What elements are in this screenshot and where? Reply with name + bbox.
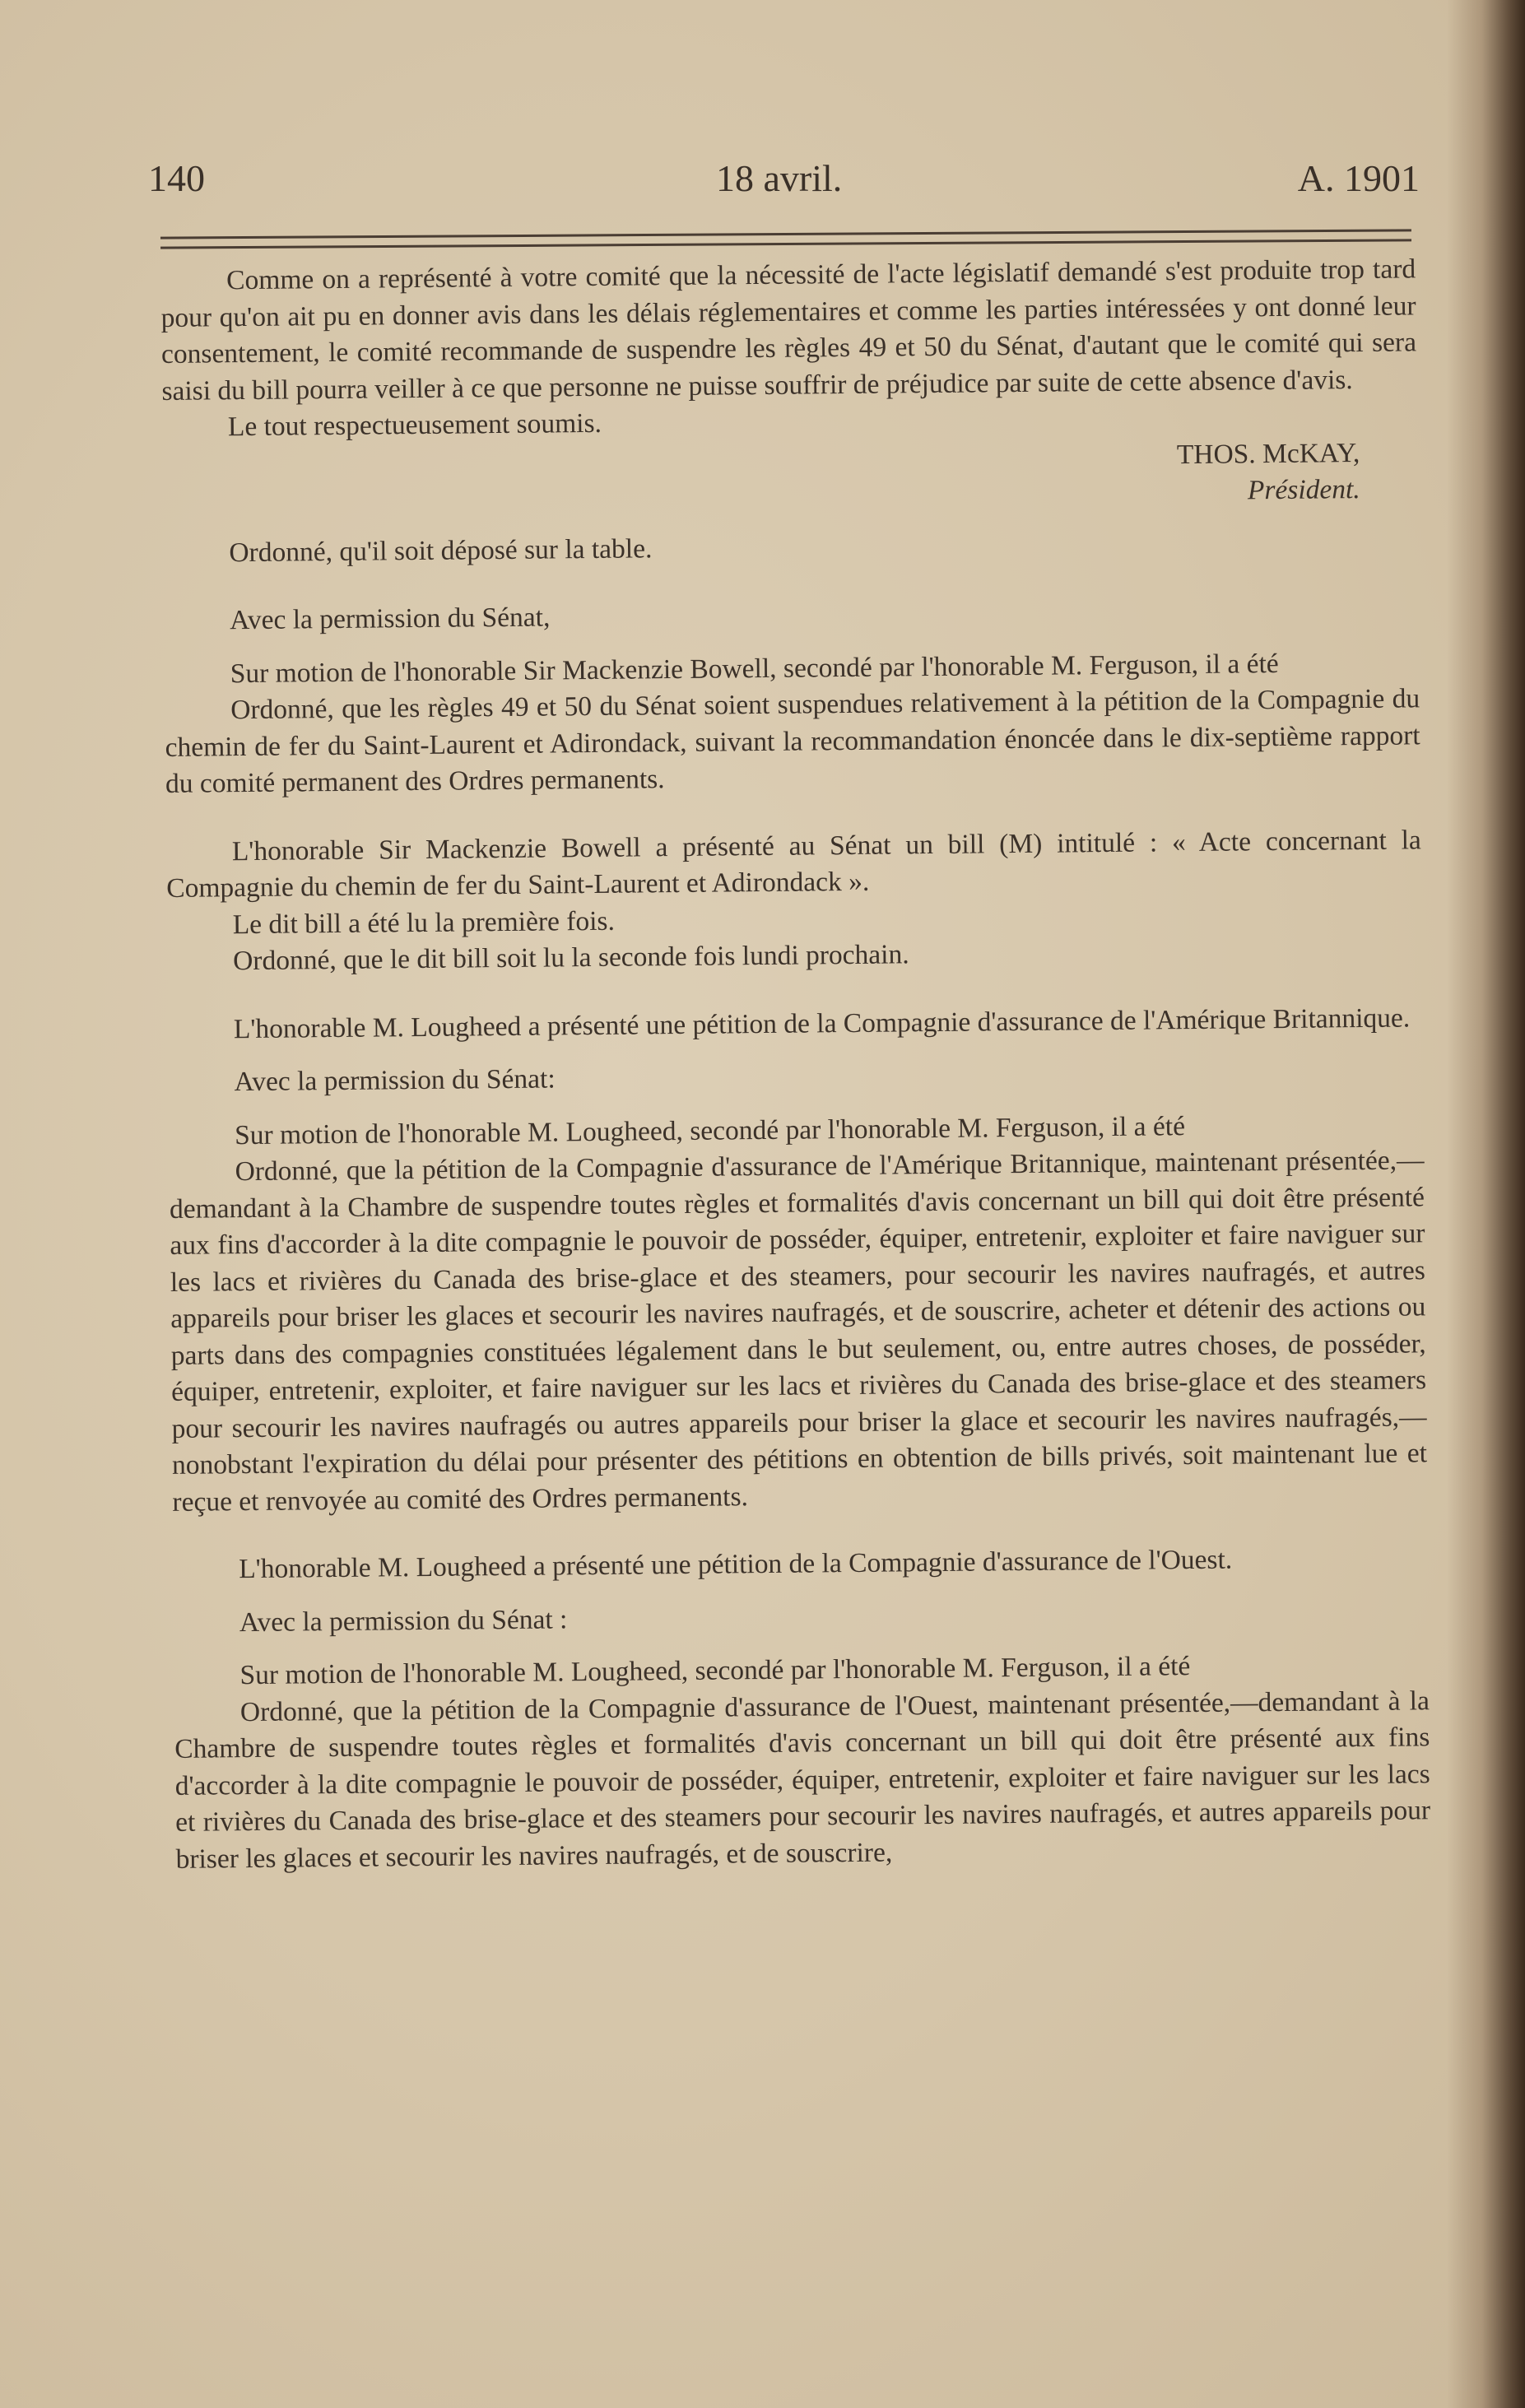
order-paragraph: Ordonné, que les règles 49 et 50 du Sénat soient suspendues relativement à la pétition de la Compagnie du chemin de fer du Saint-Laurent et Adirondack, suivant la recommandation énoncée dans le dix-septième rapport du comité permanent des Ordres permanents. [165,683,1420,799]
petition-paragraph: L'honorable M. Lougheed a présenté une pétition de la Compagnie d'assurance de l'Amérique Britannique. [233,1002,1411,1044]
signature-name: THOS. McKAY, [1176,437,1360,470]
report-closing: Le tout respectueusement soumis. [227,407,602,443]
motion-paragraph: Sur motion de l'honorable Sir Mackenzie Bowell, secondé par l'honorable M. Ferguson, il a été [230,648,1279,689]
binding-shadow [1447,0,1525,2408]
page-header [148,156,1420,206]
permission-line: Avec la permission du Sénat, [229,602,551,636]
header-date: 18 avril. [716,157,843,199]
petition-paragraph: L'honorable M. Lougheed a présenté une pétition de la Compagnie d'assurance de l'Ouest. [239,1544,1233,1585]
order-paragraph: Ordonné, que la pétition de la Compagnie d'assurance de l'Ouest, maintenant présentée,—demandant à la Chambre de suspendre toutes règles et formalités d'avis concernant un bill qui doit être présenté aux fins d'accorder à la dite compagnie le pouvoir de posséder, équiper, entretenir, exploiter et faire naviguer sur les lacs et rivières du Canada des brise-glace et des steamers pour secourir les navires naufragés, et autres appareils pour briser les glaces et secourir les navires naufragés, et de souscrire, [174,1685,1431,1875]
page-number: 140 [148,157,205,199]
report-paragraph: Comme on a représenté à votre comité que la nécessité de l'acte législatif demandé s'est produite trop tard pour qu'on ait pu en donner avis dans les délais réglementaires et comme les parties intéressées y ont donné leur consentement, le comité recommande de suspendre les règles 49 et 50 du Sénat, d'autant que le comité qui sera saisi du bill pourra veiller à ce que personne ne puisse souffrir de préjudice par suite de cette absence d'avis. [160,253,1417,407]
body-text [160,251,1431,1878]
permission-line: Avec la permission du Sénat: [234,1063,556,1098]
header-year: A. 1901 [1297,157,1420,199]
motion-paragraph: Sur motion de l'honorable M. Lougheed, secondé par l'honorable M. Ferguson, il a été [234,1110,1186,1151]
bill-first-reading: Le dit bill a été lu la première fois. [232,905,616,940]
permission-line: Avec la permission du Sénat : [239,1603,568,1638]
order-paragraph: Ordonné, que la pétition de la Compagnie d'assurance de l'Amérique Britannique, maintenant présentée,—demandant à la Chambre de suspendre toutes règles et formalités d'avis concernant un bill qui doit être présenté aux fins d'accorder à la dite compagnie le pouvoir de posséder, équiper, entretenir, exploiter et faire naviguer sur les lacs et rivières du Canada des brise-glace et des steamers, pour secourir les navires naufragés, et autres appareils pour briser les glaces et secourir les navires naufragés, et de souscrire, acheter et détenir des actions ou parts dans des compagnies constituées légalement dans le but seulement, ou, entre autres choses, de posséder, équiper, entretenir, exploiter, et faire naviguer sur les lacs et rivières du Canada des brise-glace et des steamers pour secourir les navires naufragés ou autres appareils pour briser la glace et secourir les navires naufragés,—nonobstant l'expiration du délai pour présenter des pétitions en obtention de bills privés, soit maintenant lue et reçue et renvoyée au comité des Ordres permanents. [169,1145,1428,1518]
signature-block [162,435,1360,519]
bill-presentation-paragraph: L'honorable Sir Mackenzie Bowell a présenté au Sénat un bill (M) intitulé : « Acte concernant la Compagnie du chemin de fer du Saint-Laurent et Adirondack ». [166,824,1421,904]
order-table-paragraph: Ordonné, qu'il soit déposé sur la table. [229,532,653,568]
motion-paragraph: Sur motion de l'honorable M. Lougheed, secondé par l'honorable M. Ferguson, il a été [239,1651,1191,1691]
signature-title: Président. [1247,473,1360,505]
header-double-rule [160,229,1411,249]
bill-second-reading-order: Ordonné, que le dit bill soit lu la seconde fois lundi prochain. [232,939,909,977]
